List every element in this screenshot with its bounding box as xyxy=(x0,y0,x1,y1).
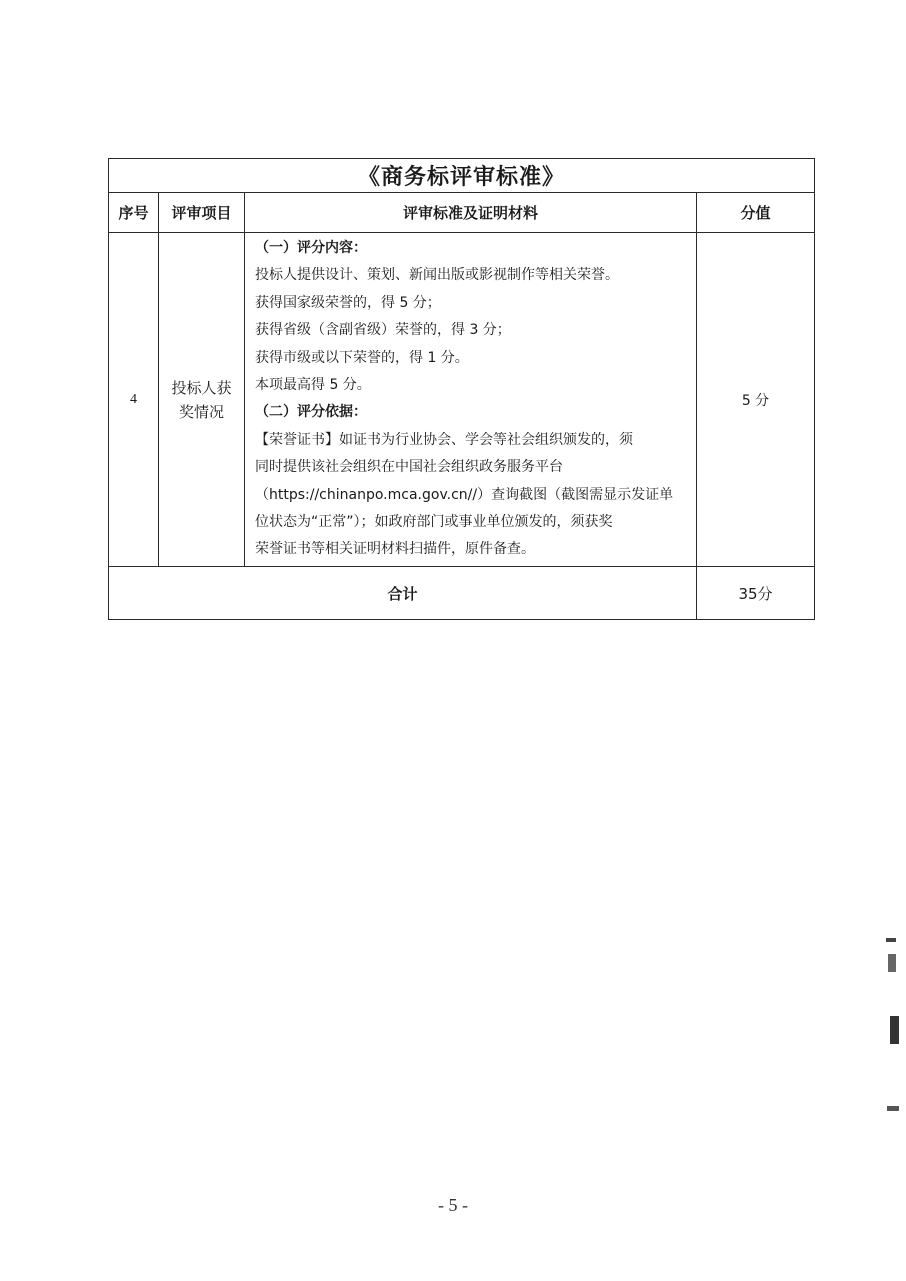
row-item-line: 投标人获 xyxy=(171,378,232,397)
row-item-line: 奖情况 xyxy=(178,402,224,421)
criteria-line: 位状态为“正常”）；如政府部门或事业单位颁发的，须获奖 xyxy=(255,514,613,531)
criteria-line: 荣誉证书等相关证明材料扫描件，原件备查。 xyxy=(255,541,535,558)
criteria-line: 投标人提供设计、策划、新闻出版或影视制作等相关荣誉。 xyxy=(255,267,619,284)
row-criteria xyxy=(245,233,697,567)
row-score: 5 分 xyxy=(697,233,815,567)
header-item: 评审项目 xyxy=(159,193,245,233)
table-row xyxy=(109,233,815,567)
page-number: - 5 - xyxy=(438,1195,468,1215)
criteria-line: 本项最高得 5 分。 xyxy=(255,377,371,394)
criteria-line: （https://chinanpo.mca.gov.cn//）查询截图（截图需显示发证单 xyxy=(255,486,674,503)
total-row xyxy=(109,567,815,620)
total-score: 35分 xyxy=(697,567,815,620)
header-score: 分值 xyxy=(697,193,815,233)
criteria-line: 获得国家级荣誉的，得 5 分； xyxy=(255,294,441,311)
table-title: 《商务标评审标准》 xyxy=(109,159,815,193)
criteria-line: 【荣誉证书】如证书为行业协会、学会等社会组织颁发的，须 xyxy=(255,431,633,448)
row-item xyxy=(159,233,245,567)
criteria-line: 获得市级或以下荣誉的，得 1 分。 xyxy=(255,349,469,366)
criteria-line: 获得省级（含副省级）荣誉的，得 3 分； xyxy=(255,322,511,339)
scoring-table xyxy=(108,158,815,620)
criteria-heading: （一）评分内容： xyxy=(255,240,367,256)
total-label: 合计 xyxy=(109,567,697,620)
row-seq: 4 xyxy=(109,233,159,567)
header-criteria: 评审标准及证明材料 xyxy=(245,193,697,233)
criteria-line: 同时提供该社会组织在中国社会组织政务服务平台 xyxy=(255,459,563,476)
criteria-heading: （二）评分依据： xyxy=(255,404,367,421)
header-seq: 序号 xyxy=(109,193,159,233)
scan-edge-marks xyxy=(882,930,902,1130)
